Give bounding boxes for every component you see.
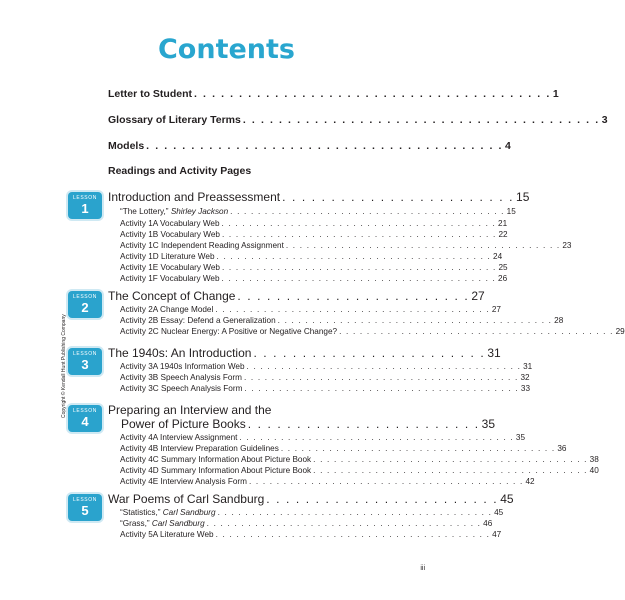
toc-item-title: Activity 1A Vocabulary Web bbox=[120, 219, 220, 228]
lesson-badge-number: 3 bbox=[81, 357, 89, 372]
lesson-page: 45 bbox=[500, 492, 514, 506]
toc-item[interactable]: Activity 1D Literature Web . . . . . . . . . . . . . . . . . . . . . . . . . . . . . . . . . . . . . . . . 24 bbox=[120, 252, 503, 261]
lesson-badge-3 bbox=[68, 348, 102, 375]
toc-entry-page: 4 bbox=[505, 140, 511, 152]
toc-item-page: 22 bbox=[498, 230, 508, 239]
toc-item-page: 25 bbox=[498, 263, 508, 272]
toc-item[interactable]: Activity 4E Interview Analysis Form . . . . . . . . . . . . . . . . . . . . . . . . . . . . . . . . . . . . . . . . 42 bbox=[120, 477, 535, 486]
lesson-page: 15 bbox=[516, 190, 530, 204]
readings-heading: Readings and Activity Pages bbox=[108, 165, 252, 177]
toc-item-page: 32 bbox=[520, 373, 530, 382]
toc-item-title: Activity 4B Interview Preparation Guidelines bbox=[120, 444, 279, 453]
lesson-page: 35 bbox=[481, 417, 495, 431]
toc-item[interactable]: Activity 2B Essay: Defend a Generalization . . . . . . . . . . . . . . . . . . . . . . . . . . . . . . . . . . . . . . . . 28 bbox=[120, 316, 564, 325]
toc-item[interactable]: Activity 2A Change Model . . . . . . . . . . . . . . . . . . . . . . . . . . . . . . . . . . . . . . . . 27 bbox=[120, 305, 501, 314]
lesson-title: Introduction and Preassessment bbox=[108, 190, 281, 204]
toc-item-page: 23 bbox=[562, 241, 572, 250]
toc-item-page: 46 bbox=[483, 519, 493, 528]
toc-item-author: Carl Sandburg bbox=[151, 519, 205, 528]
lesson-badge-label: LESSON bbox=[73, 351, 97, 357]
page-number: iii bbox=[420, 565, 425, 572]
lesson-title: Power of Picture Books bbox=[121, 417, 246, 431]
toc-entry-title: Models bbox=[108, 140, 145, 152]
lesson-badge-number: 2 bbox=[81, 300, 89, 315]
toc-item-title: “Grass,” bbox=[120, 519, 152, 528]
page-title: Contents bbox=[157, 34, 295, 65]
lesson-4-title-line1[interactable] bbox=[108, 403, 403, 417]
toc-item-title: Activity 1B Vocabulary Web bbox=[120, 230, 220, 239]
toc-item[interactable]: Activity 1C Independent Reading Assignment . . . . . . . . . . . . . . . . . . . . . . . . . . . . . . . . . . . . . . . . 23 bbox=[120, 241, 572, 250]
lesson-title: War Poems of Carl Sandburg bbox=[108, 492, 265, 506]
toc-entry-page: 3 bbox=[601, 114, 608, 126]
lesson-1-title-entry[interactable]: Introduction and Preassessment . . . . . . . . . . . . . . . . . . . . . . . . 15 bbox=[108, 190, 530, 204]
lesson-badge-2 bbox=[68, 291, 102, 318]
toc-item-page: 36 bbox=[557, 444, 567, 453]
toc-entry-models[interactable]: Models . . . . . . . . . . . . . . . . . . . . . . . . . . . . . . . . . . . . . . . . 4 bbox=[108, 140, 511, 152]
toc-entry-page: 1 bbox=[552, 88, 559, 100]
lesson-badge-label: LESSON bbox=[73, 195, 97, 201]
lesson-page: 31 bbox=[487, 346, 501, 360]
lesson-badge-number: 1 bbox=[81, 201, 89, 216]
toc-item-page: 35 bbox=[515, 433, 526, 442]
toc-entry-title: Glossary of Literary Terms bbox=[108, 114, 241, 126]
toc-item-page: 31 bbox=[523, 362, 533, 371]
toc-item-title: “Statistics,” bbox=[120, 508, 163, 517]
toc-item-title: Activity 4C Summary Information About Picture Book bbox=[120, 455, 312, 464]
toc-item-page: 40 bbox=[589, 466, 599, 475]
lesson-title: Preparing an Interview and the bbox=[108, 403, 272, 417]
lesson-badge-1 bbox=[68, 192, 102, 219]
lesson-3-title-entry[interactable]: The 1940s: An Introduction . . . . . . . . . . . . . . . . . . . . . . . . 31 bbox=[108, 346, 501, 360]
toc-item-page: 24 bbox=[493, 252, 503, 261]
lesson-badge-label: LESSON bbox=[73, 497, 97, 503]
lesson-5-title-entry[interactable]: War Poems of Carl Sandburg . . . . . . . . . . . . . . . . . . . . . . . . 45 bbox=[108, 492, 514, 506]
toc-item-title: Activity 2B Essay: Defend a Generalization bbox=[120, 316, 276, 325]
toc-item-title: Activity 3B Speech Analysis Form bbox=[120, 373, 242, 382]
copyright-notice: Copyright © Kendall Hunt Publishing Company bbox=[61, 314, 67, 418]
toc-item-page: 28 bbox=[554, 316, 564, 325]
toc-item-title: “The Lottery,” bbox=[120, 207, 171, 216]
toc-item[interactable]: Activity 4B Interview Preparation Guidelines . . . . . . . . . . . . . . . . . . . . . . . . . . . . . . . . . . . . . . . . 36 bbox=[120, 444, 567, 453]
toc-entry-letter-to-student[interactable]: Letter to Student . . . . . . . . . . . . . . . . . . . . . . . . . . . . . . . . . . . . . . . . 1 bbox=[108, 88, 559, 100]
toc-item[interactable]: Activity 4A Interview Assignment . . . . . . . . . . . . . . . . . . . . . . . . . . . . . . . . . . . . . . . . 35 bbox=[120, 433, 526, 442]
toc-item[interactable]: Activity 3B Speech Analysis Form . . . . . . . . . . . . . . . . . . . . . . . . . . . . . . . . . . . . . . . . 32 bbox=[120, 373, 530, 382]
toc-item-page: 45 bbox=[494, 508, 504, 517]
toc-item-title: Activity 1E Vocabulary Web bbox=[120, 263, 220, 272]
lesson-title: The 1940s: An Introduction bbox=[108, 346, 252, 360]
lesson-page: 27 bbox=[471, 289, 485, 303]
toc-item[interactable]: Activity 3A 1940s Information Web . . . . . . . . . . . . . . . . . . . . . . . . . . . . . . . . . . . . . . . . 31 bbox=[120, 362, 533, 371]
toc-entry-title: Letter to Student bbox=[108, 88, 192, 100]
toc-item-page: 15 bbox=[506, 207, 516, 216]
toc-item-page: 27 bbox=[491, 305, 501, 314]
toc-item-title: Activity 1C Independent Reading Assignment bbox=[120, 241, 284, 250]
toc-item-author: Shirley Jackson bbox=[170, 207, 229, 216]
toc-item[interactable]: Activity 1A Vocabulary Web . . . . . . . . . . . . . . . . . . . . . . . . . . . . . . . . . . . . . . . . 21 bbox=[120, 219, 508, 228]
toc-item-page: 47 bbox=[492, 530, 502, 539]
toc-item-title: Activity 4E Interview Analysis Form bbox=[120, 477, 247, 486]
toc-item-author: Carl Sandburg bbox=[162, 508, 216, 517]
lesson-badge-number: 4 bbox=[81, 414, 89, 429]
lesson-badge-label: LESSON bbox=[73, 294, 97, 300]
toc-item-page: 33 bbox=[520, 384, 531, 393]
lesson-4-title-entry[interactable]: Power of Picture Books . . . . . . . . . . . . . . . . . . . . . . . . 35 bbox=[121, 417, 495, 431]
toc-item-title: Activity 4A Interview Assignment bbox=[120, 433, 238, 442]
toc-item[interactable]: Activity 1F Vocabulary Web . . . . . . . . . . . . . . . . . . . . . . . . . . . . . . . . . . . . . . . . 26 bbox=[120, 274, 508, 283]
lesson-badge-number: 5 bbox=[81, 503, 89, 518]
toc-item-title: Activity 1F Vocabulary Web bbox=[120, 274, 220, 283]
toc-item[interactable]: Activity 4C Summary Information About Picture Book . . . . . . . . . . . . . . . . . . . . . . . . . . . . . . . . . . . . . . . . 38 bbox=[120, 455, 599, 464]
toc-entry-glossary[interactable]: Glossary of Literary Terms . . . . . . . . . . . . . . . . . . . . . . . . . . . . . . . . . . . . . . . . 3 bbox=[108, 114, 608, 126]
toc-item-title: Activity 1D Literature Web bbox=[120, 252, 215, 261]
lesson-badge-4 bbox=[68, 405, 102, 432]
toc-item-page: 42 bbox=[525, 477, 535, 486]
toc-item-title: Activity 2C Nuclear Energy: A Positive or Negative Change? bbox=[120, 327, 338, 336]
lesson-2-title-entry[interactable]: The Concept of Change . . . . . . . . . . . . . . . . . . . . . . . . 27 bbox=[108, 289, 485, 303]
toc-item[interactable]: Activity 4D Summary Information About Picture Book . . . . . . . . . . . . . . . . . . . . . . . . . . . . . . . . . . . . . . . . 40 bbox=[120, 466, 599, 475]
toc-item-page: 21 bbox=[498, 219, 508, 228]
lesson-badge-label: LESSON bbox=[73, 408, 97, 414]
toc-item-page: 26 bbox=[498, 274, 508, 283]
toc-item-title: Activity 2A Change Model bbox=[120, 305, 214, 314]
toc-item[interactable]: Activity 3C Speech Analysis Form . . . . . . . . . . . . . . . . . . . . . . . . . . . . . . . . . . . . . . . . 33 bbox=[120, 384, 531, 393]
toc-item-page: 29 bbox=[615, 327, 625, 336]
toc-item[interactable]: Activity 1B Vocabulary Web . . . . . . . . . . . . . . . . . . . . . . . . . . . . . . . . . . . . . . . . 22 bbox=[120, 230, 508, 239]
toc-item[interactable]: Activity 1E Vocabulary Web . . . . . . . . . . . . . . . . . . . . . . . . . . . . . . . . . . . . . . . . 25 bbox=[120, 263, 508, 272]
toc-item-title: Activity 3C Speech Analysis Form bbox=[120, 384, 243, 393]
toc-item[interactable]: “Statistics,” Carl Sandburg . . . . . . . . . . . . . . . . . . . . . . . . . . . . . . . . . . . . . . . . 45 bbox=[120, 508, 504, 517]
toc-item[interactable]: Activity 5A Literature Web . . . . . . . . . . . . . . . . . . . . . . . . . . . . . . . . . . . . . . . . 47 bbox=[120, 530, 502, 539]
toc-item-title: Activity 3A 1940s Information Web bbox=[120, 362, 245, 371]
toc-item-title: Activity 4D Summary Information About Picture Book bbox=[120, 466, 312, 475]
toc-item[interactable]: “Grass,” Carl Sandburg . . . . . . . . . . . . . . . . . . . . . . . . . . . . . . . . . . . . . . . . 46 bbox=[120, 519, 493, 528]
toc-item-page: 38 bbox=[589, 455, 599, 464]
toc-item[interactable]: Activity 2C Nuclear Energy: A Positive or Negative Change? . . . . . . . . . . . . . . . . . . . . . . . . . . . . . . . . . . . . . . . . 29 bbox=[120, 327, 625, 336]
toc-item-title: Activity 5A Literature Web bbox=[120, 530, 214, 539]
lesson-badge-5 bbox=[68, 494, 102, 521]
lesson-title: The Concept of Change bbox=[108, 289, 236, 303]
toc-item[interactable]: “The Lottery,” Shirley Jackson . . . . . . . . . . . . . . . . . . . . . . . . . . . . . . . . . . . . . . . . 15 bbox=[120, 207, 516, 216]
